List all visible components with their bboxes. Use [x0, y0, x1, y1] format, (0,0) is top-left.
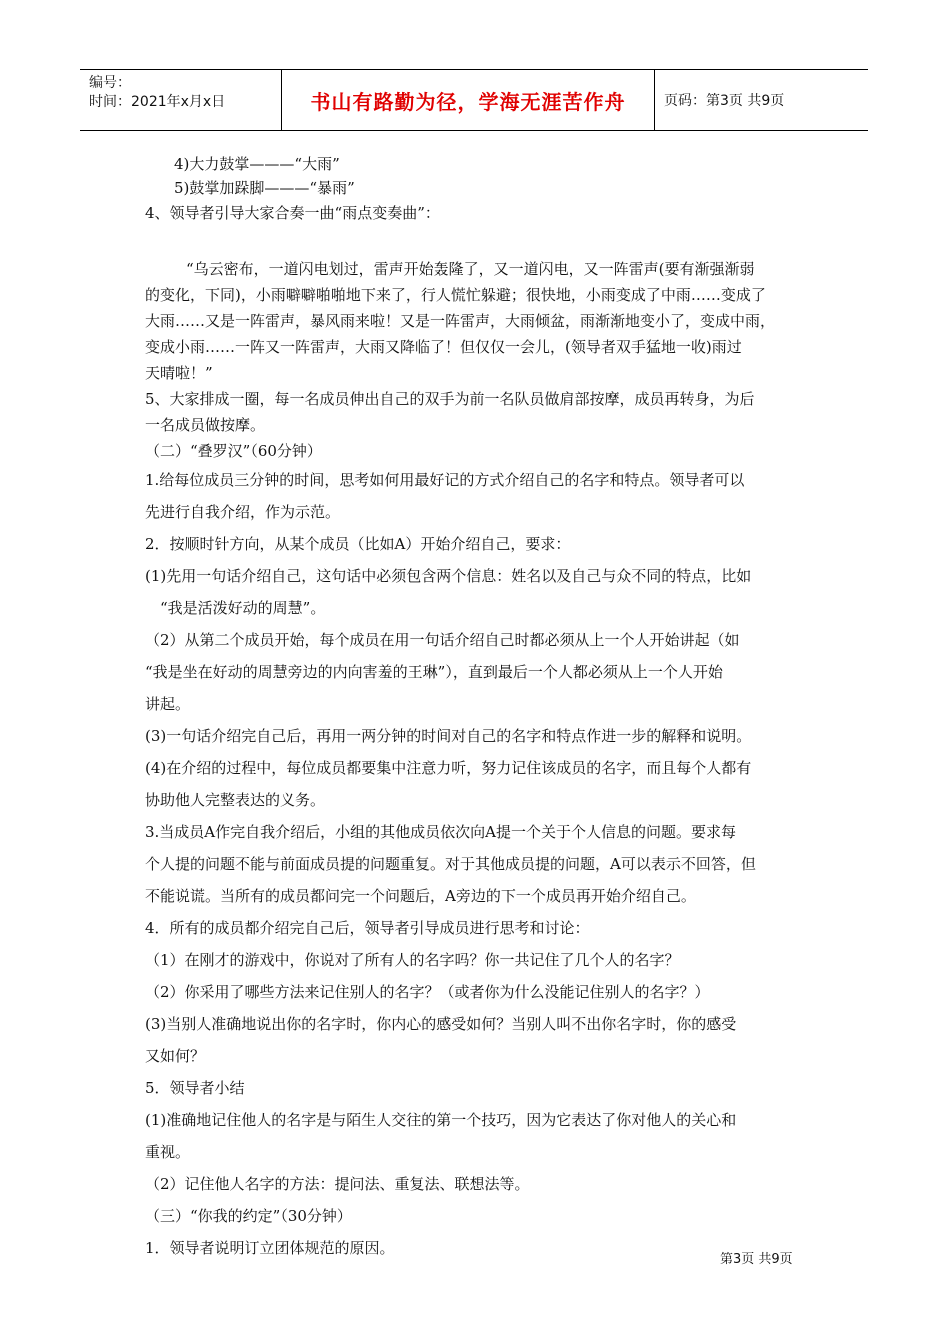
- body-line: “我是坐在好动的周慧旁边的内向害羞的王琳”），直到最后一个人都必须从上一个人开始: [145, 663, 723, 681]
- body-line: 4．所有的成员都介绍完自己后，领导者引导成员进行思考和讨论：: [145, 919, 590, 937]
- body-line: (4)在介绍的过程中，每位成员都要集中注意力听，努力记住该成员的名字，而且每个人都有: [145, 759, 752, 777]
- body-line: 1.给每位成员三分钟的时间，思考如何用最好记的方式介绍自己的名字和特点。领导者可以: [145, 471, 745, 489]
- body-line: “乌云密布，一道闪电划过，雷声开始轰隆了，又一道闪电，又一阵雷声(要有渐强渐弱: [186, 260, 755, 278]
- body-line: （2）你采用了哪些方法来记住别人的名字？（或者你为什么没能记住别人的名字？）: [145, 983, 710, 1001]
- body-line: 2．按顺时针方向，从某个成员（比如A）开始介绍自己，要求：: [145, 535, 571, 553]
- section-heading: （三）“你我的约定”（30分钟）: [145, 1207, 352, 1225]
- body-line: 大雨……又是一阵雷声，暴风雨来啦！又是一阵雷声，大雨倾盆，雨渐渐地变小了，变成中雨，: [145, 312, 776, 330]
- body-line: 不能说谎。当所有的成员都问完一个问题后，A旁边的下一个成员再开始介绍自己。: [145, 887, 696, 905]
- body-line: (1)先用一句话介绍自己，这句话中必须包含两个信息：姓名以及自己与众不同的特点，比如: [145, 567, 752, 585]
- body-line: 5、大家排成一圈，每一名成员伸出自己的双手为前一名队员做肩部按摩，成员再转身，为后: [145, 390, 755, 408]
- body-line: (1)准确地记住他人的名字是与陌生人交往的第一个技巧，因为它表达了你对他人的关心和: [145, 1111, 737, 1129]
- body-line: 又如何？: [145, 1047, 206, 1065]
- paragraph-spacer: [145, 226, 813, 256]
- body-line: 变成小雨……一阵又一阵雷声，大雨又降临了！但仅仅一会儿，(领导者双手猛地一收)雨过: [145, 338, 742, 356]
- body-line: 协助他人完整表达的义务。: [145, 791, 326, 809]
- header-page-label: 页码：第3页 共9页: [664, 93, 785, 109]
- header-time-label: 时间：2021年x月x日: [89, 94, 226, 110]
- header-meta: [80, 70, 282, 130]
- body-line: （2）记住他人名字的方法：提问法、重复法、联想法等。: [145, 1175, 530, 1193]
- body-line: 讲起。: [145, 695, 191, 713]
- body-line: 5．领导者小结: [145, 1079, 245, 1097]
- page-header: [80, 69, 868, 131]
- header-number-label: 编号：: [89, 75, 131, 91]
- body-line: 5)鼓掌加跺脚———“暴雨”: [174, 179, 355, 197]
- section-heading: （二）“叠罗汉”（60分钟）: [145, 442, 322, 460]
- body-line: 1．领导者说明订立团体规范的原因。: [145, 1239, 395, 1257]
- body-line: (3)当别人准确地说出你的名字时，你内心的感受如何？当别人叫不出你名字时，你的感受: [145, 1015, 737, 1033]
- body-line: 4)大力鼓掌———“大雨”: [174, 155, 340, 173]
- body-line: 一名成员做按摩。: [145, 416, 266, 434]
- body-line: （2）从第二个成员开始，每个成员在用一句话介绍自己时都必须从上一个人开始讲起（如: [145, 631, 740, 649]
- document-body: [145, 152, 813, 1264]
- body-line: 重视。: [145, 1143, 191, 1161]
- page-footer: 第3页 共9页: [720, 1252, 793, 1267]
- body-line: 天晴啦！”: [145, 364, 213, 382]
- body-line: （1）在刚才的游戏中，你说对了所有人的名字吗？你一共记住了几个人的名字？: [145, 951, 680, 969]
- header-motto: 书山有路勤为径，学海无涯苦作舟: [282, 70, 655, 130]
- body-line: 个人提的问题不能与前面成员提的问题重复。对于其他成员提的问题，A可以表示不回答，但: [145, 855, 756, 873]
- body-line: 的变化，下同)，小雨噼噼啪啪地下来了，行人慌忙躲避；很快地，小雨变成了中雨……变成了: [145, 286, 766, 304]
- body-line: (3)一句话介绍完自己后，再用一两分钟的时间对自己的名字和特点作进一步的解释和说明。: [145, 727, 752, 745]
- body-line: 先进行自我介绍，作为示范。: [145, 503, 341, 521]
- body-line: 4、领导者引导大家合奏一曲“雨点变奏曲”：: [145, 204, 440, 222]
- body-line: “我是活泼好动的周慧”。: [160, 599, 326, 617]
- body-line: 3.当成员A作完自我介绍后，小组的其他成员依次向A提一个关于个人信息的问题。要求每: [145, 823, 736, 841]
